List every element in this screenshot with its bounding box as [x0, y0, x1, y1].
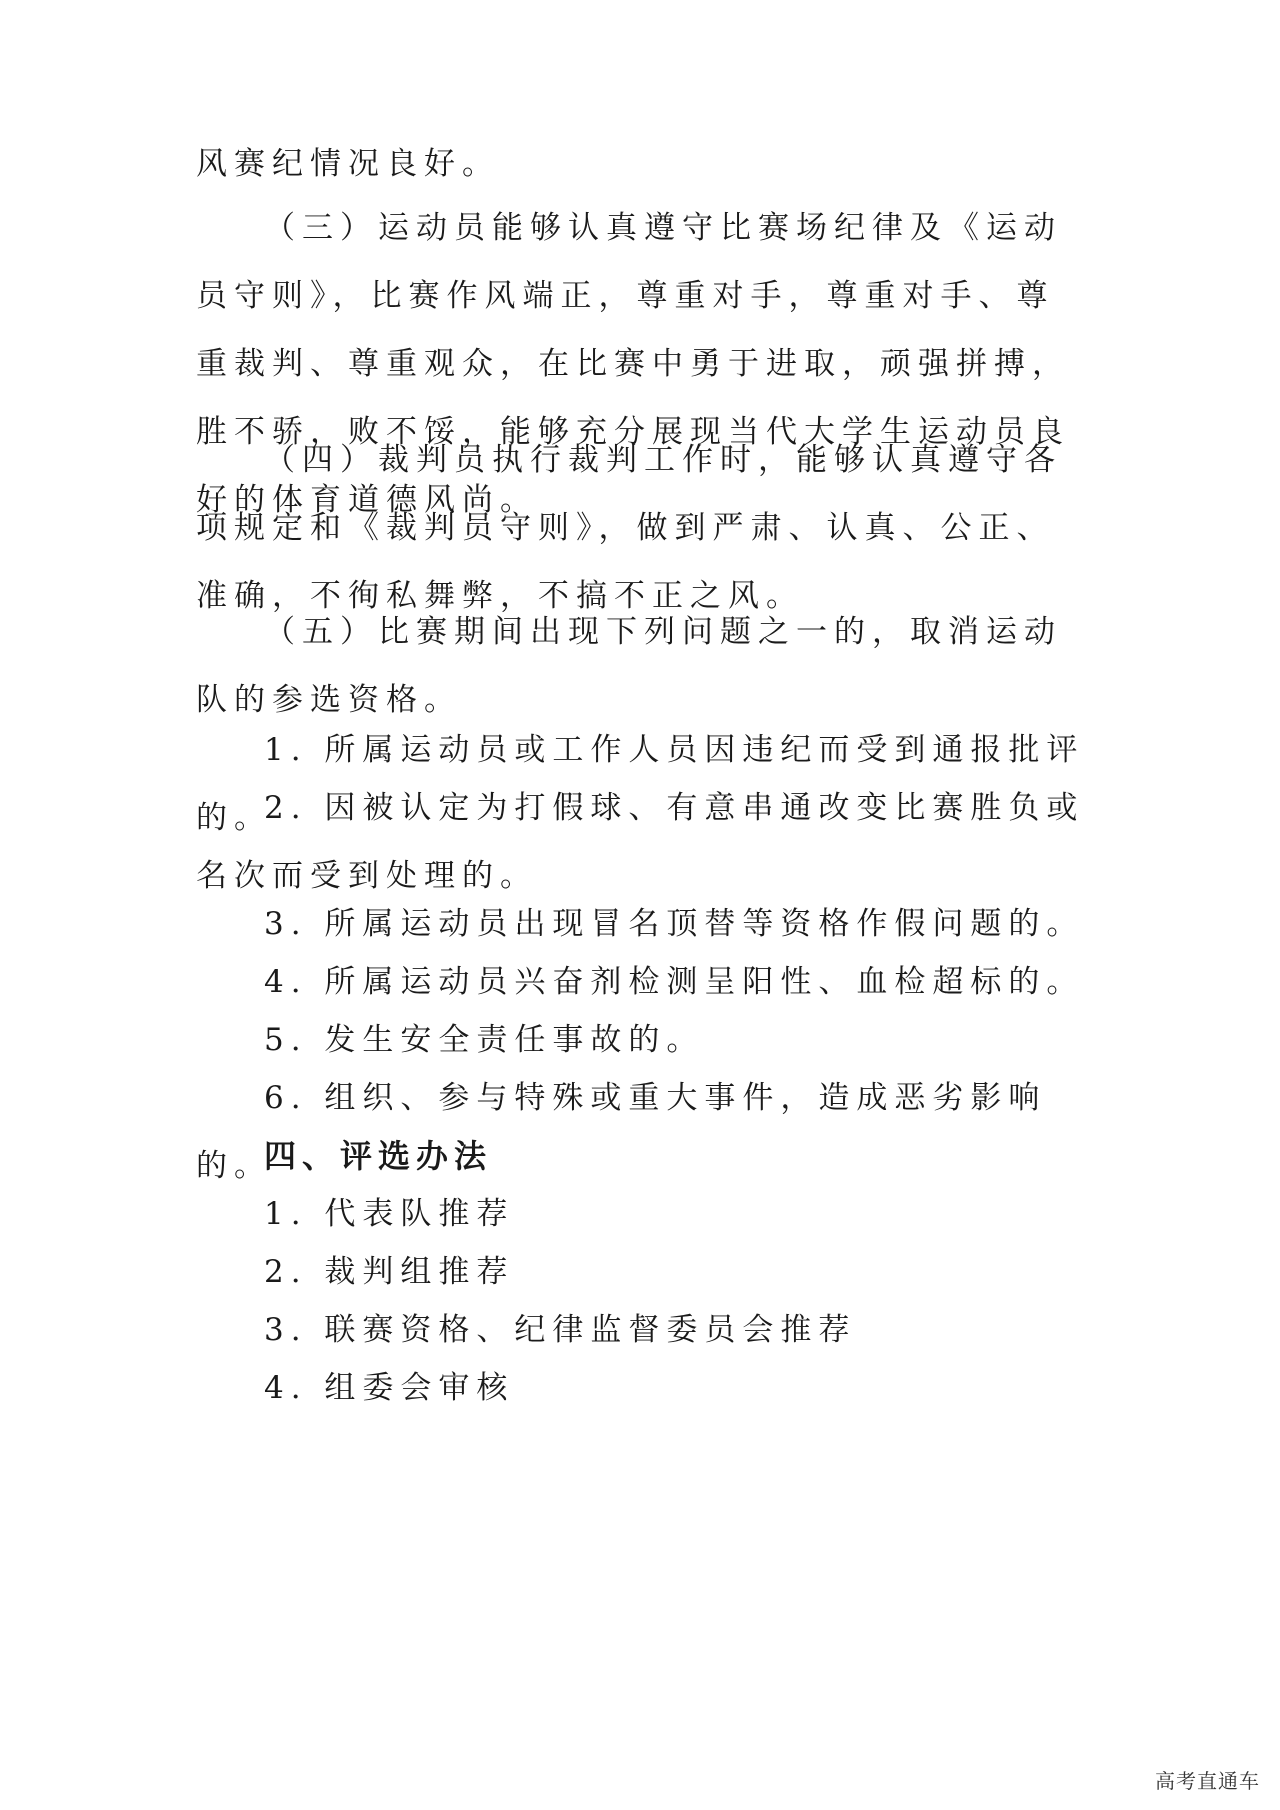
- list-item-3: 3. 所属运动员出现冒名顶替等资格作假问题的。: [264, 906, 1085, 942]
- section4-item-2: 2. 裁判组推荐: [264, 1254, 515, 1290]
- list-item-6: 6. 组织、参与特殊或重大事件，造成恶劣影响的。: [196, 1080, 1047, 1184]
- watermark-text: 高考直通车: [1155, 1769, 1260, 1793]
- paragraph-5: （五）比赛期间出现下列问题之一的，取消运动队的参选资格。: [196, 614, 1062, 718]
- paragraph-intro-tail: 风赛纪情况良好。: [196, 146, 500, 182]
- section4-item-1: 1. 代表队推荐: [264, 1196, 515, 1232]
- section4-item-3: 3. 联赛资格、纪律监督委员会推荐: [264, 1312, 857, 1348]
- list-item-1: 1. 所属运动员或工作人员因违纪而受到通报批评的。: [196, 732, 1085, 836]
- list-item-5: 5. 发生安全责任事故的。: [264, 1022, 705, 1058]
- paragraph-3: （三）运动员能够认真遵守比赛场纪律及《运动员守则》，比赛作风端正，尊重对手，尊重对手、尊重裁判、尊重观众，在比赛中勇于进取，顽强拼搏，胜不骄，败不馁，能够充分展现当代大学生运动员良好的体育道德风尚。: [196, 210, 1070, 518]
- section-heading-evaluation-method: 四、评选办法: [264, 1137, 493, 1175]
- paragraph-4: （四）裁判员执行裁判工作时，能够认真遵守各项规定和《裁判员守则》，做到严肃、认真、公正、准确，不徇私舞弊，不搞不正之风。: [196, 442, 1062, 614]
- list-item-4: 4. 所属运动员兴奋剂检测呈阳性、血检超标的。: [264, 964, 1085, 1000]
- section4-item-4: 4. 组委会审核: [264, 1370, 515, 1406]
- list-item-2: 2. 因被认定为打假球、有意串通改变比赛胜负或名次而受到处理的。: [196, 790, 1085, 894]
